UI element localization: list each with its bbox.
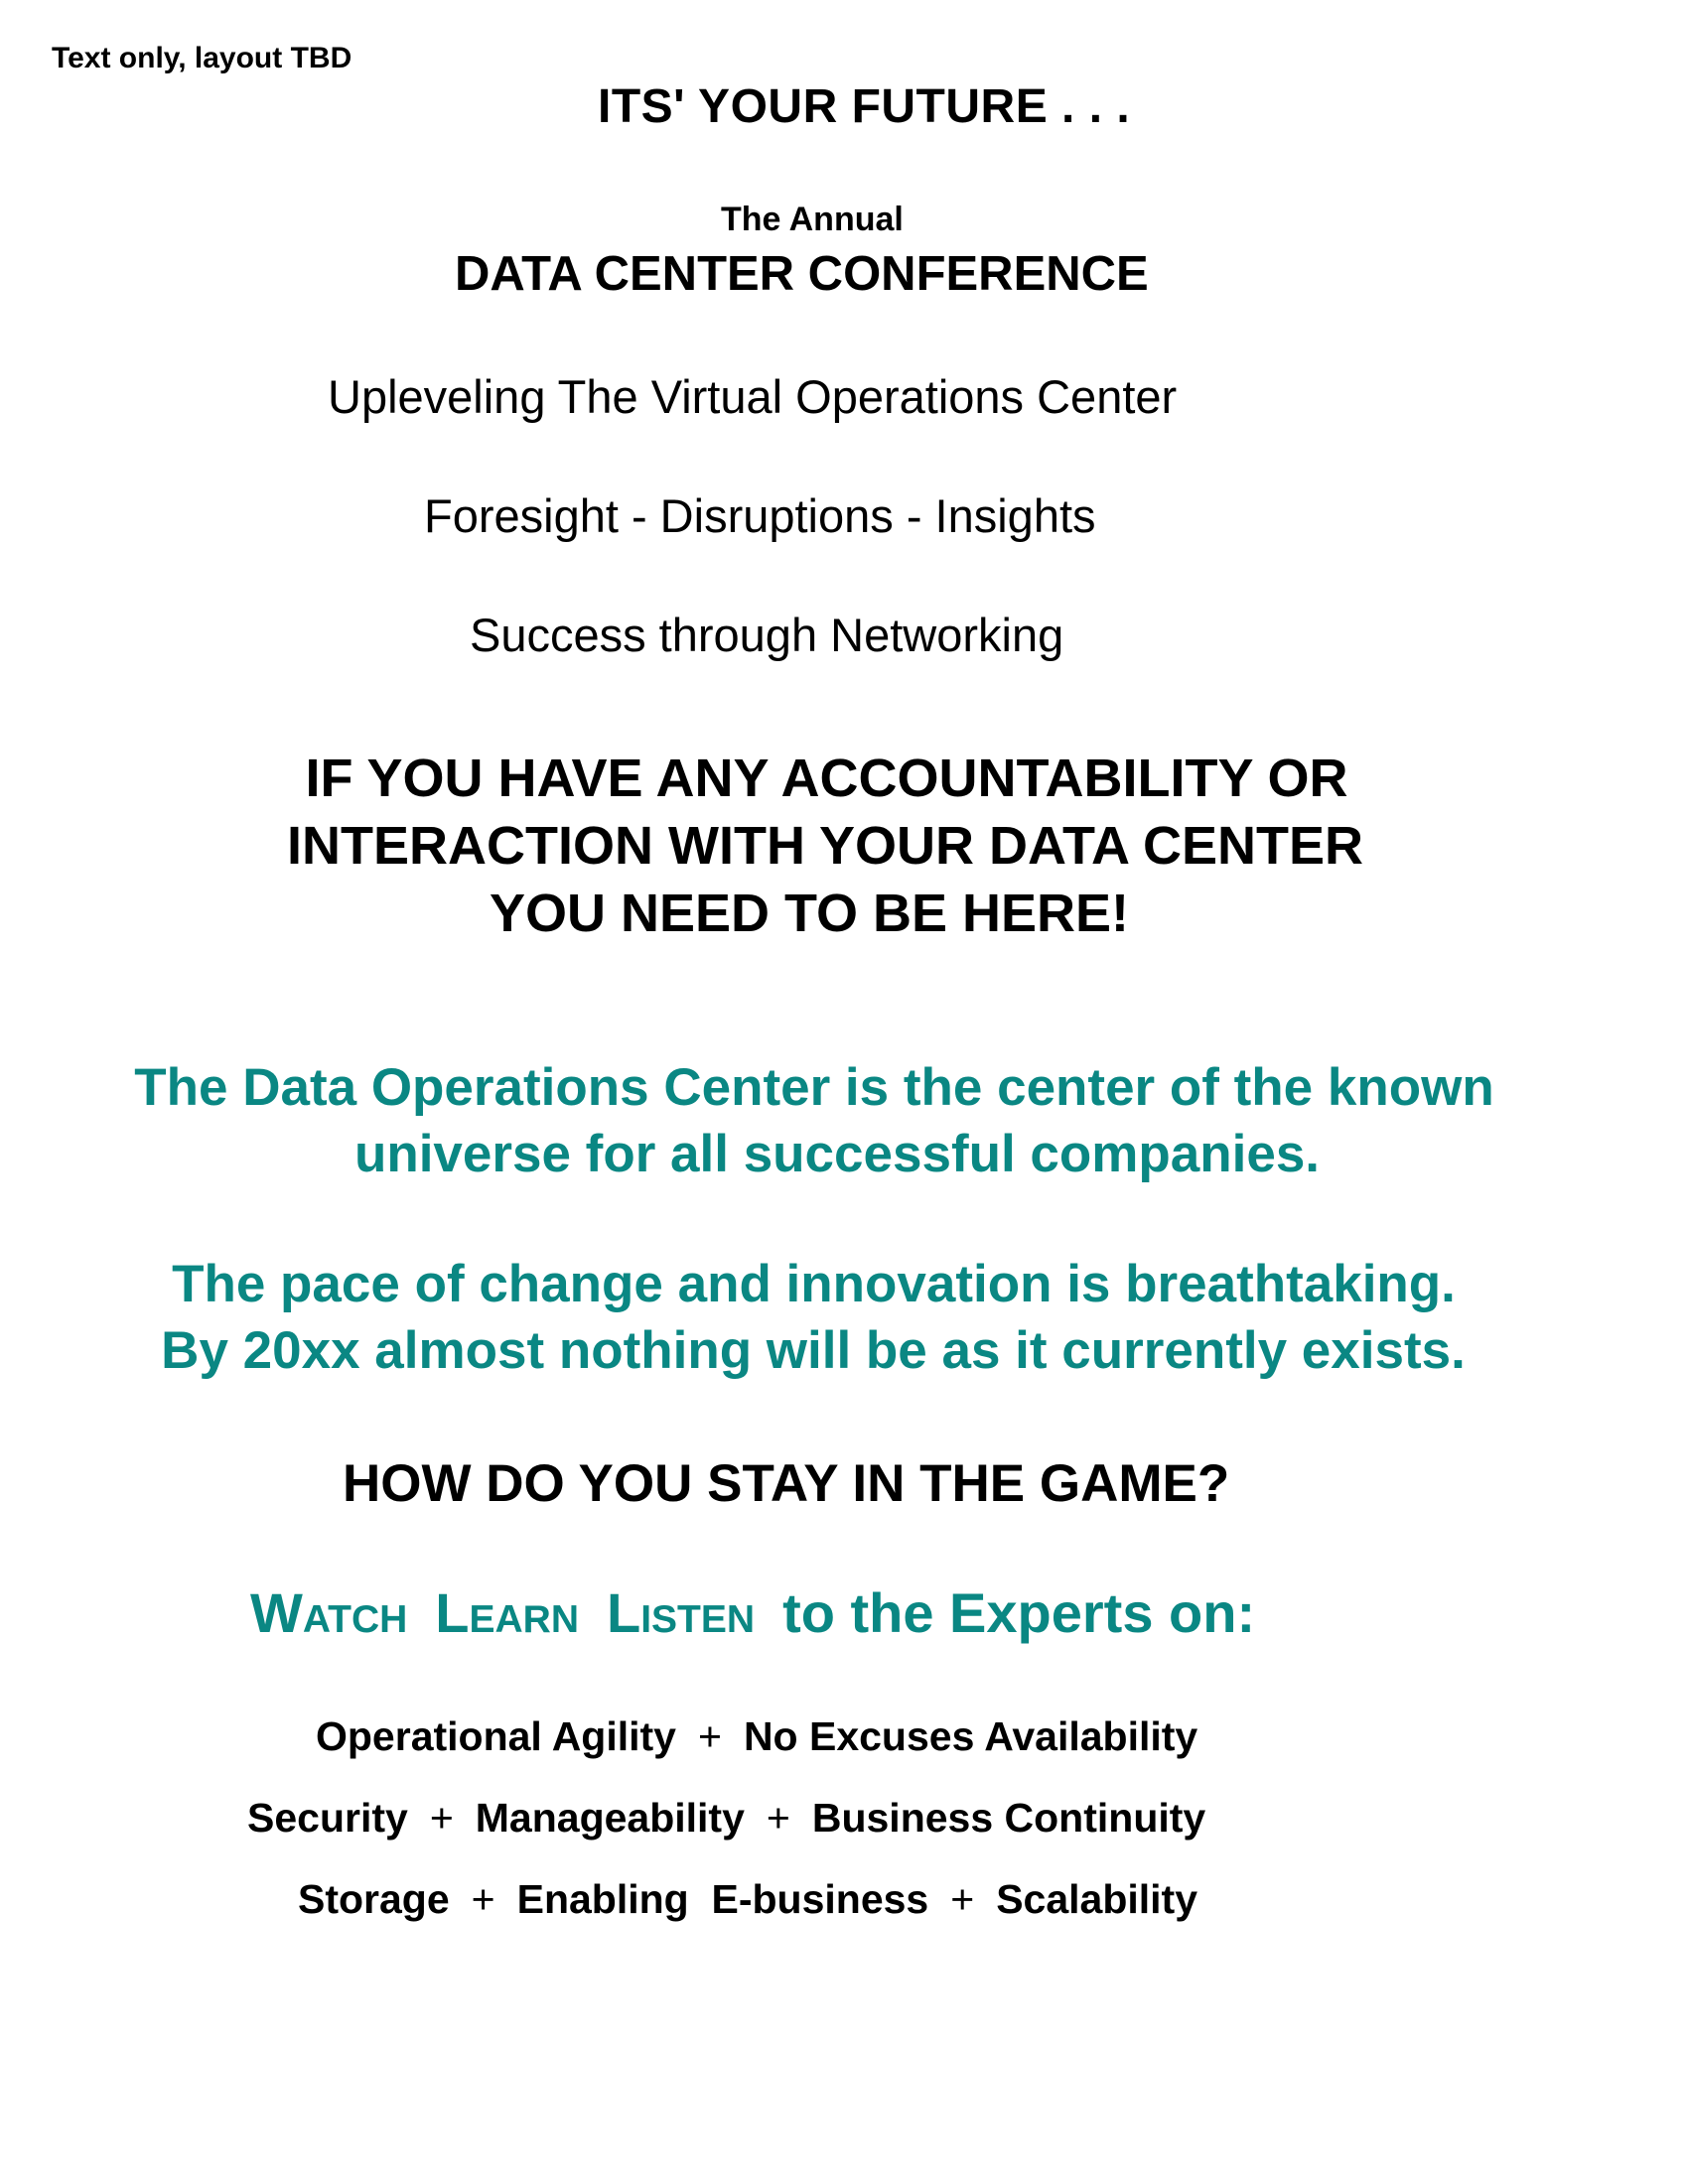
pace-of-change-paragraph <box>0 1251 1688 1384</box>
tagline-3: Success through Networking <box>470 609 1064 661</box>
topics-row-3 <box>298 1876 1197 1923</box>
verb-watch: Watch <box>250 1581 408 1644</box>
topic-enabling-e-business: Enabling E-business <box>516 1876 929 1922</box>
annual-label: The Annual <box>721 201 904 238</box>
topic-security: Security <box>247 1795 408 1841</box>
headline: ITS' YOUR FUTURE . . . <box>598 80 1131 133</box>
question-heading: HOW DO YOU STAY IN THE GAME? <box>343 1454 1230 1513</box>
paragraph1-line-1: The Data Operations Center is the center of the known <box>134 1058 1494 1117</box>
topic-scalability: Scalability <box>996 1876 1198 1922</box>
paragraph2-line-1: The pace of change and innovation is breathtaking. <box>172 1255 1456 1313</box>
topic-no-excuses-availability: No Excuses Availability <box>743 1713 1198 1759</box>
tagline-1: Upleveling The Virtual Operations Center <box>328 370 1178 423</box>
plus-separator: + <box>429 1795 454 1841</box>
call-to-action-line-2: INTERACTION WITH YOUR DATA CENTER <box>287 816 1363 876</box>
call-to-action <box>0 745 1688 947</box>
topics-row-1 <box>316 1713 1197 1760</box>
topic-operational-agility: Operational Agility <box>316 1713 676 1759</box>
topic-storage: Storage <box>298 1876 450 1922</box>
verb-learn: Learn <box>435 1581 579 1644</box>
call-to-action-line-3: YOU NEED TO BE HERE! <box>489 884 1130 943</box>
paragraph1-line-2: universe for all successful companies. <box>353 1125 1321 1183</box>
experts-text: to the Experts on: <box>782 1581 1256 1644</box>
topic-business-continuity: Business Continuity <box>811 1795 1206 1841</box>
plus-separator: + <box>697 1713 722 1759</box>
draft-note: Text only, layout TBD <box>52 42 352 74</box>
call-to-action-line-1: IF YOU HAVE ANY ACCOUNTABILITY OR <box>305 749 1348 808</box>
tagline-2: Foresight - Disruptions - Insights <box>424 489 1096 542</box>
conference-title: DATA CENTER CONFERENCE <box>455 247 1149 301</box>
operations-center-paragraph <box>0 1054 1688 1187</box>
plus-separator: + <box>766 1795 790 1841</box>
topic-manageability: Manageability <box>475 1795 745 1841</box>
verb-listen: Listen <box>607 1581 756 1644</box>
topics-row-2 <box>247 1795 1205 1842</box>
plus-separator: + <box>471 1876 495 1922</box>
plus-separator: + <box>950 1876 975 1922</box>
watch-learn-listen <box>250 1580 1255 1645</box>
paragraph2-line-2: By 20xx almost nothing will be as it currently exists. <box>161 1321 1466 1380</box>
